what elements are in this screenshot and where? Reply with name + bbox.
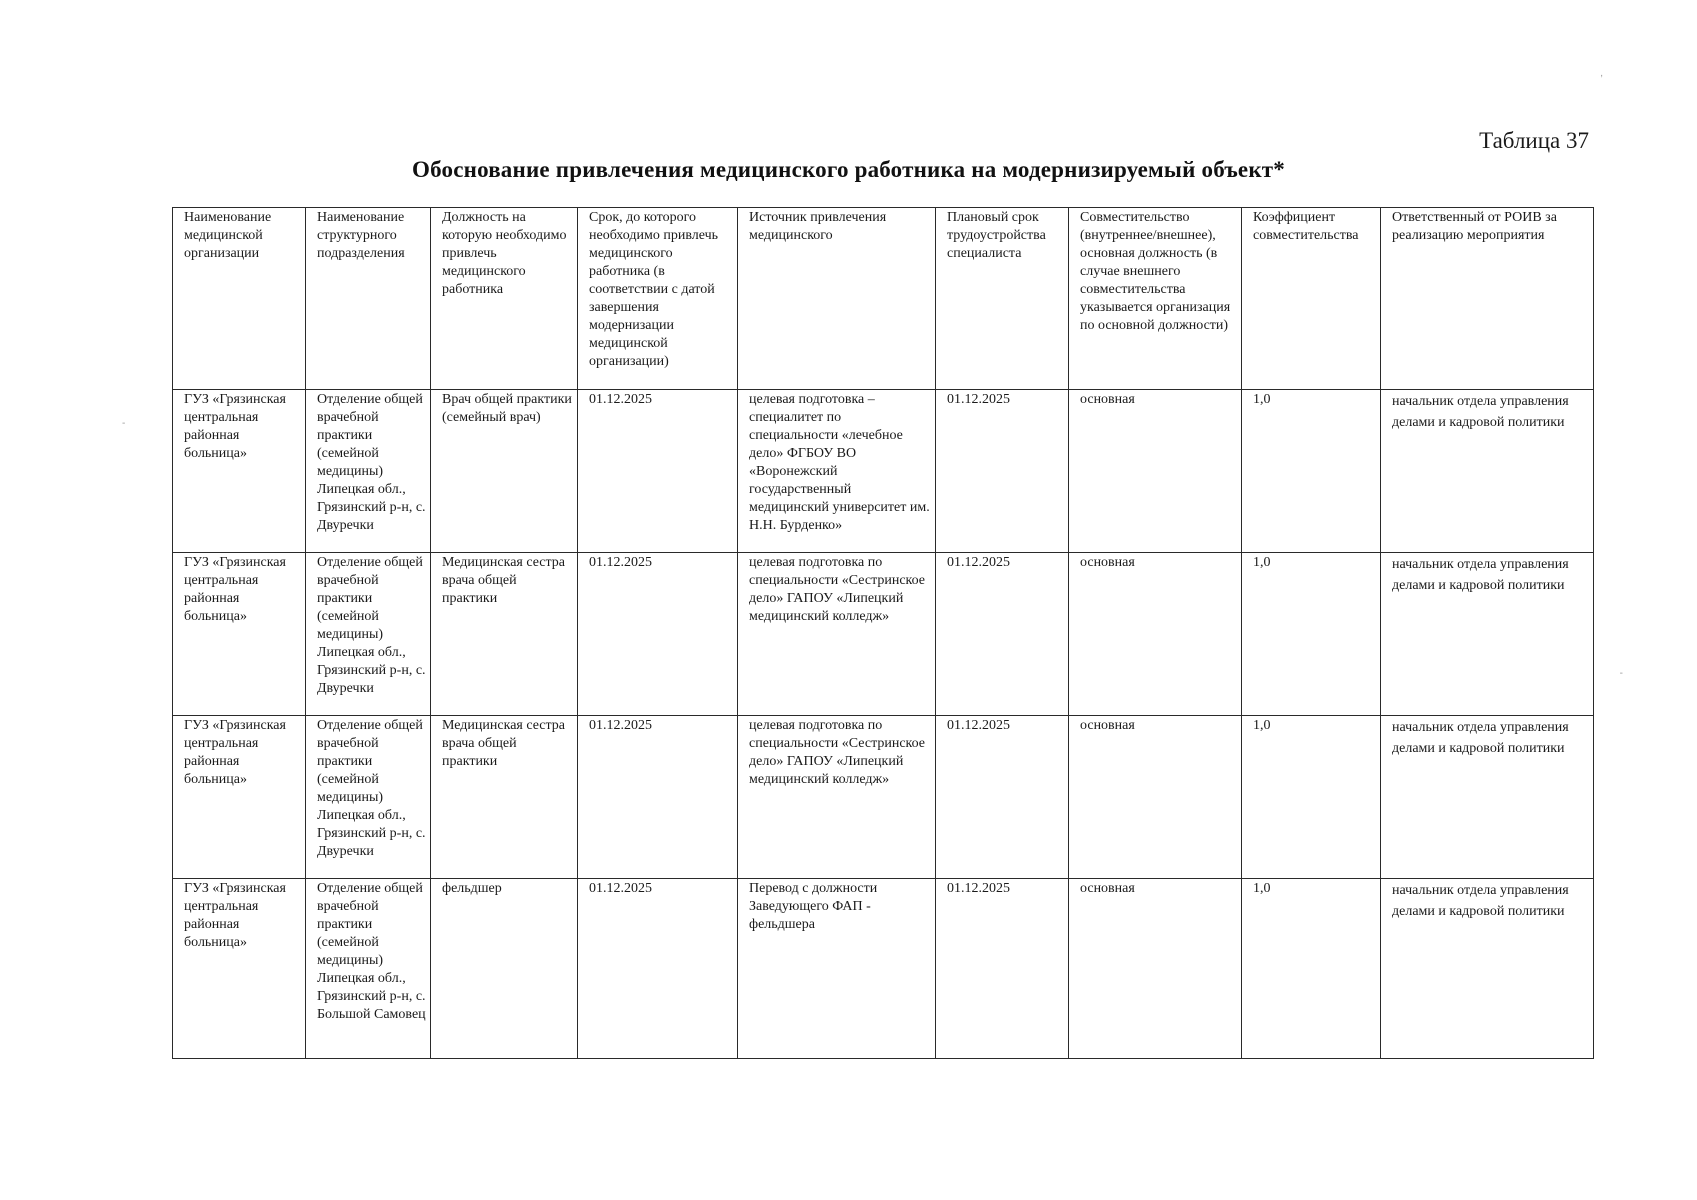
scan-mark: ,	[1600, 68, 1603, 79]
header-coefficient: Коэффициент совместительства	[1242, 208, 1381, 390]
header-source: Источник привлечения медицинского	[738, 208, 936, 390]
cell-deadline: 01.12.2025	[578, 716, 738, 879]
cell-position: Медицинская сестра врача общей практики	[431, 553, 578, 716]
cell-responsible: начальник отдела управления делами и кадровой политики	[1381, 553, 1594, 716]
header-combination: Совместительство (внутреннее/внешнее), основная должность (в случае внешнего совместительства указывается организация по основной должности)	[1069, 208, 1242, 390]
table-row	[173, 879, 1594, 1059]
cell-source: целевая подготовка по специальности «Сестринское дело» ГАПОУ «Липецкий медицинский колледж»	[738, 553, 936, 716]
cell-coefficient: 1,0	[1242, 879, 1381, 1059]
cell-deadline: 01.12.2025	[578, 553, 738, 716]
cell-planned: 01.12.2025	[936, 716, 1069, 879]
cell-position: фельдшер	[431, 879, 578, 1059]
header-org: Наименование медицинской организации	[173, 208, 306, 390]
header-responsible: Ответственный от РОИВ за реализацию мероприятия	[1381, 208, 1594, 390]
table-header-row	[173, 208, 1594, 390]
cell-coefficient: 1,0	[1242, 716, 1381, 879]
cell-unit: Отделение общей врачебной практики (семейной медицины) Липецкая обл., Грязинский р-н, с. Двуречки	[306, 553, 431, 716]
scan-mark: -	[122, 418, 126, 429]
cell-responsible: начальник отдела управления делами и кадровой политики	[1381, 390, 1594, 553]
cell-org: ГУЗ «Грязинская центральная районная больница»	[173, 390, 306, 553]
cell-deadline: 01.12.2025	[578, 390, 738, 553]
cell-source: Перевод с должности Заведующего ФАП - фельдшера	[738, 879, 936, 1059]
cell-combination: основная	[1069, 390, 1242, 553]
cell-combination: основная	[1069, 716, 1242, 879]
cell-responsible: начальник отдела управления делами и кадровой политики	[1381, 879, 1594, 1059]
cell-deadline: 01.12.2025	[578, 879, 738, 1059]
cell-position: Медицинская сестра врача общей практики	[431, 716, 578, 879]
cell-org: ГУЗ «Грязинская центральная районная больница»	[173, 716, 306, 879]
header-deadline: Срок, до которого необходимо привлечь медицинского работника (в соответствии с датой завершения модернизации медицинской организации)	[578, 208, 738, 390]
cell-planned: 01.12.2025	[936, 553, 1069, 716]
cell-unit: Отделение общей врачебной практики (семейной медицины) Липецкая обл., Грязинский р-н, с. Двуречки	[306, 390, 431, 553]
table-number: Таблица 37	[1479, 128, 1589, 153]
cell-coefficient: 1,0	[1242, 390, 1381, 553]
table-row	[173, 553, 1594, 716]
header-planned: Плановый срок трудоустройства специалиста	[936, 208, 1069, 390]
document-title: Обоснование привлечения медицинского работника на модернизируемый объект*	[412, 157, 1285, 182]
cell-combination: основная	[1069, 879, 1242, 1059]
cell-org: ГУЗ «Грязинская центральная районная больница»	[173, 879, 306, 1059]
scan-mark: -	[1619, 668, 1623, 679]
cell-planned: 01.12.2025	[936, 390, 1069, 553]
staffing-table	[172, 207, 1594, 1059]
table-row	[173, 716, 1594, 879]
table-row	[173, 390, 1594, 553]
header-unit: Наименование структурного подразделения	[306, 208, 431, 390]
cell-source: целевая подготовка по специальности «Сестринское дело» ГАПОУ «Липецкий медицинский колледж»	[738, 716, 936, 879]
cell-position: Врач общей практики (семейный врач)	[431, 390, 578, 553]
cell-unit: Отделение общей врачебной практики (семейной медицины) Липецкая обл., Грязинский р-н, с. Большой Самовец	[306, 879, 431, 1059]
cell-org: ГУЗ «Грязинская центральная районная больница»	[173, 553, 306, 716]
cell-source: целевая подготовка – специалитет по специальности «лечебное дело» ФГБОУ ВО «Воронежский государственный медицинский университет им. Н.Н. Бурденко»	[738, 390, 936, 553]
cell-responsible: начальник отдела управления делами и кадровой политики	[1381, 716, 1594, 879]
cell-unit: Отделение общей врачебной практики (семейной медицины) Липецкая обл., Грязинский р-н, с. Двуречки	[306, 716, 431, 879]
cell-combination: основная	[1069, 553, 1242, 716]
cell-planned: 01.12.2025	[936, 879, 1069, 1059]
cell-coefficient: 1,0	[1242, 553, 1381, 716]
header-position: Должность на которую необходимо привлечь медицинского работника	[431, 208, 578, 390]
